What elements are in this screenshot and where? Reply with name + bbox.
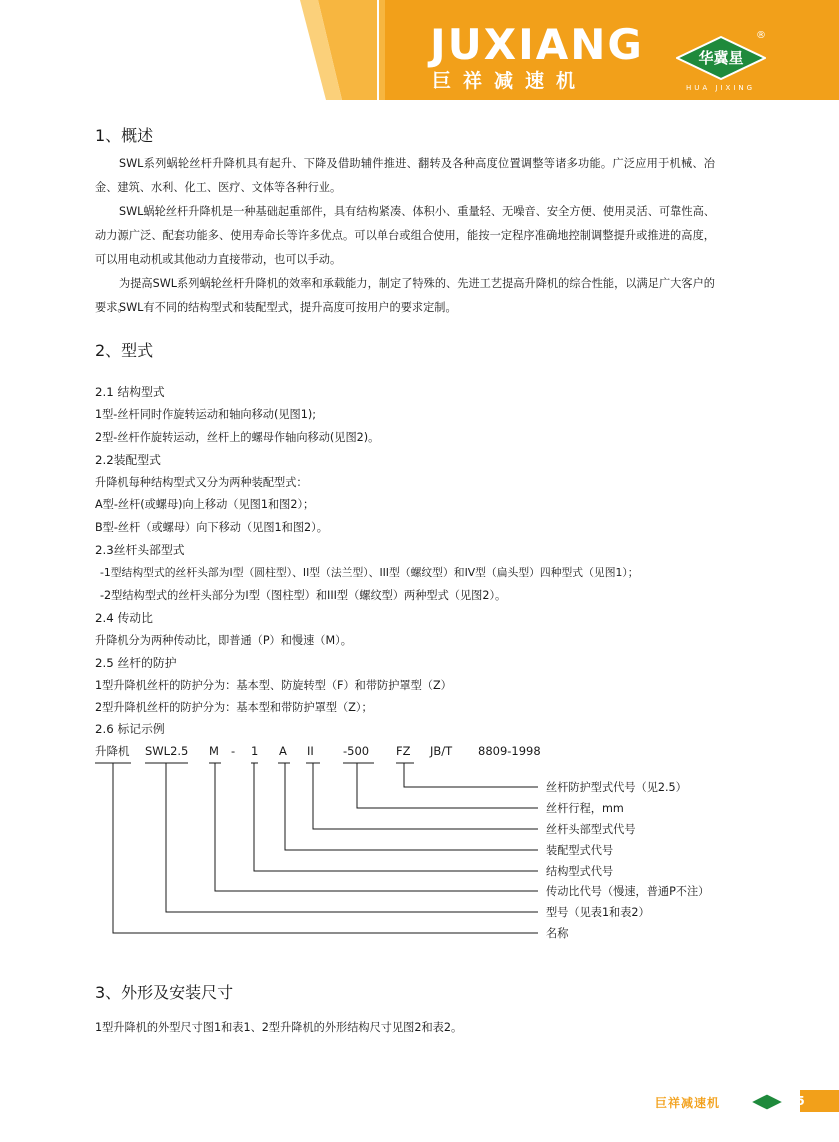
- logo-text: 华冀星: [698, 49, 744, 67]
- section-3-paragraph: 1型升降机的外型尺寸图1和表1、2型升降机的外形结构尺寸见图2和表2。: [95, 1021, 463, 1034]
- section-1-paragraph-2: SWL蜗轮丝杆升降机是一种基础起重部件，具有结构紧凑、体积小、重量轻、无噪音、安全方便、使用灵活、可靠性高、动力源广泛、配套功能多、使用寿命长等许多优点。可以单台或组合使用，能按一定程序准确地控制调整提升或推进的高度，可以用电动机或其他动力直接带动，也可以手动。: [95, 205, 715, 267]
- brand-name-en: JUXIANG: [430, 20, 644, 69]
- code-assembly: A: [279, 744, 287, 758]
- subsection-2-3-heading: 2.3丝杆头部型式: [95, 543, 185, 557]
- code-dash: -: [231, 744, 236, 758]
- subsection-2-5-line-1: 1型升降机丝杆的防护分为：基本型、防旋转型（F）和带防护罩型（Z）: [95, 679, 452, 692]
- code-standard: JB/T: [430, 744, 453, 758]
- subsection-2-3-line-2: -2型结构型式的丝杆头部分为I型（图柱型）和III型（螺纹型）两种型式（见图2）。: [100, 589, 507, 602]
- registered-mark: ®: [756, 30, 766, 41]
- section-1-paragraph-4: SWL有不同的结构型式和装配型式，提升高度可按用户的要求定制。: [119, 301, 457, 314]
- section-1-title: 1、概述: [95, 126, 154, 145]
- section-2-title: 2、型式: [95, 341, 154, 360]
- subsection-2-3-line-1: -1型结构型式的丝杆头部为I型（圆柱型）、II型（法兰型）、III型（螺纹型）和IV型（扁头型）四种型式（见图1）；: [100, 566, 639, 579]
- section-1-paragraph-3: 为提高SWL系列蜗轮丝杆升降机的效率和承载能力，制定了特殊的、先进工艺提高升降机的综合性能，以满足广大客户的要求。: [95, 277, 715, 315]
- subsection-2-4-heading: 2.4 传动比: [95, 611, 153, 625]
- subsection-2-2-heading: 2.2装配型式: [95, 453, 161, 467]
- subsection-2-4-line-1: 升降机分为两种传动比，即普通（P）和慢速（M）。: [95, 634, 352, 647]
- footer-logo-icon: [750, 1093, 784, 1111]
- brand-name-cn: 巨祥减速机: [432, 70, 588, 92]
- label-assembly: 装配型式代号: [546, 844, 614, 857]
- footer-accent-bar: [800, 1090, 839, 1112]
- logo-subtitle: HUA JIXING: [686, 84, 756, 92]
- code-ratio: M: [209, 744, 219, 758]
- code-structure: 1: [251, 744, 259, 758]
- code-name: 升降机: [95, 744, 130, 758]
- code-stroke: -500: [343, 744, 370, 758]
- subsection-2-5-heading: 2.5 丝杆的防护: [95, 656, 177, 670]
- label-ratio: 传动比代号（慢速，普通P不注）: [546, 885, 710, 898]
- subsection-2-1-line-1: 1型-丝杆同时作旋转运动和轴向移动(见图1);: [95, 408, 316, 421]
- subsection-2-2-line-2: A型-丝杆(或螺母)向上移动（见图1和图2）；: [95, 498, 315, 511]
- label-structure: 结构型式代号: [546, 865, 614, 878]
- section-3-title: 3、外形及安装尺寸: [95, 983, 234, 1002]
- label-model: 型号（见表1和表2）: [546, 906, 650, 919]
- code-model: SWL2.5: [145, 744, 189, 758]
- subsection-2-5-line-2: 2型升降机丝杆的防护分为：基本型和带防护罩型（Z）；: [95, 701, 373, 714]
- subsection-2-1-line-2: 2型-丝杆作旋转运动，丝杆上的螺母作轴向移动(见图2)。: [95, 431, 380, 444]
- subsection-2-1-heading: 2.1 结构型式: [95, 385, 165, 399]
- code-head: II: [307, 744, 314, 758]
- code-protection: FZ: [396, 744, 411, 758]
- footer-brand: 巨祥减速机: [655, 1096, 721, 1110]
- label-head: 丝杆头部型式代号: [546, 823, 636, 836]
- label-protection: 丝杆防护型式代号（见2.5）: [546, 781, 687, 794]
- label-stroke: 丝杆行程，mm: [546, 802, 624, 815]
- subsection-2-2-line-3: B型-丝杆（或螺母）向下移动（见图1和图2）。: [95, 521, 328, 534]
- page-number: 05: [788, 1094, 805, 1108]
- code-standard-number: 8809-1998: [478, 744, 541, 758]
- section-1-paragraph-1: SWL系列蜗轮丝杆升降机具有起升、下降及借助辅件推进、翻转及各种高度位置调整等诸多功能。广泛应用于机械、冶金、建筑、水利、化工、医疗、文体等各种行业。: [95, 157, 715, 195]
- label-name: 名称: [546, 927, 569, 940]
- subsection-2-6-heading: 2.6 标记示例: [95, 722, 165, 736]
- subsection-2-2-line-1: 升降机每种结构型式又分为两种装配型式：: [95, 476, 308, 489]
